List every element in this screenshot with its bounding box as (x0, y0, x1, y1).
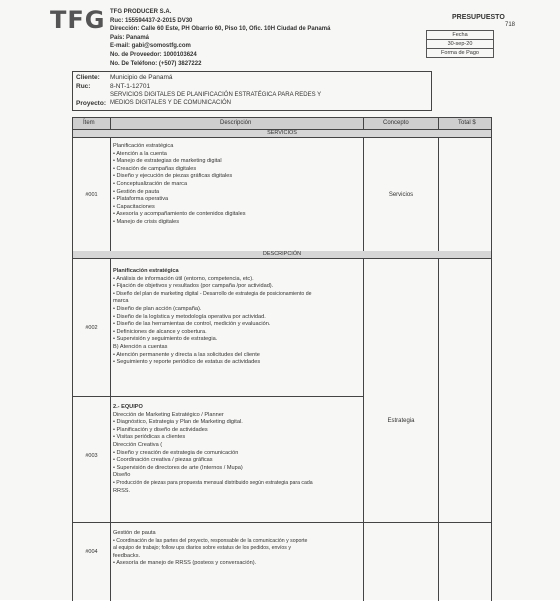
row2-item: #002 (85, 325, 98, 331)
ruc-label: Ruc: (76, 83, 91, 90)
company-logo: TFG (50, 6, 106, 34)
company-ruc: Ruc: 155594437-2-2015 DV30 (110, 17, 193, 24)
row4-description: Gestión de pauta • Coordinación de las partes del proyecto, responsable de la comunicación y soporte al equipo de trabajo; follow ups diarios sobre estatus de los pedidos, envíos y feedbacks. • Asesoría de manejo de RRSS (posteos y conversación). (113, 530, 308, 567)
company-phone: No. De Teléfono: (+507) 3827222 (110, 60, 202, 67)
row4-item: #004 (85, 549, 98, 555)
project-label: Proyecto: (76, 100, 106, 107)
col-total: Total $ (458, 120, 476, 126)
client-box (72, 71, 432, 111)
company-address: Dirección: Calle 60 Este, PH Obarrio 60, Piso 10, Ofic. 10H Ciudad de Panamá (110, 26, 331, 33)
table-header (73, 118, 491, 130)
company-provider-no: No. de Proveedor: 1000103624 (110, 51, 197, 58)
client-label: Cliente: (76, 74, 100, 81)
row3-concept: Estrategia (387, 418, 415, 424)
payment-label: Forma de Pago (441, 50, 479, 56)
section-servicios: SERVICIOS (73, 130, 491, 138)
date-box (426, 30, 494, 58)
date-value: 30-sep-20 (427, 40, 493, 49)
col-item: Ítem (83, 120, 95, 126)
company-email: E-mail: gabi@somostfg.com (110, 43, 191, 50)
ruc-value: 8-NT-1-12701 (110, 83, 151, 90)
row1-concept: Servicios (388, 192, 414, 198)
project-line-1: SERVICIOS DIGITALES DE PLANIFICACIÓN ESTRATÉGICA PARA REDES Y (110, 92, 322, 98)
row3-item: #003 (85, 453, 98, 459)
section-descripcion: DESCRIPCIÓN (73, 251, 491, 259)
company-info (110, 8, 330, 68)
items-table (72, 117, 492, 601)
row3-description: 2.- EQUIPO Dirección de Marketing Estratégico / Planner • Diagnóstico, Estrategia y Plan de Marketing digital. • Planificación y diseño de actividades • Visitas periódicas a clientes Dirección Creativa ( • Diseño y creación de estrategia de comunicación • Coordinación creativa / piezas gráficas • Supervisión de directores de arte (Internos / Mupa) Diseño • Producción de piezas para propuesta mensual distribuido según estrategia para cada RRSS. (113, 404, 313, 494)
company-country: País: Panamá (110, 34, 150, 41)
date-label: Fecha (427, 31, 493, 40)
col-concept: Concepto (383, 120, 409, 126)
client-value: Municipio de Panamá (110, 74, 173, 81)
doc-type: PRESUPUESTO (452, 14, 505, 21)
col-description: Descripción (220, 120, 252, 126)
row2-description: Planificación estratégica • Análisis de información útil (entorno, competencia, etc). • Fijación de objetivos y resultados (por campaña /por actividad). • Diseño del plan de marketing digital - Desarrollo de estrategia de posicionamiento de marca • Diseño de plan acción (campaña). • Diseño de la logística y metodología operativa por actividad. • Diseño de las herramientas de control, medición y evaluación. • Definiciones de alcance y cobertura. • Supervisión y seguimiento de estrategia. B) Atención a cuentas • Atención permanente y directa a las solicitudes del cliente • Seguimiento y reporte periódico de estatus de actividades (113, 268, 312, 366)
row1-item: #001 (85, 192, 98, 198)
project-line-2: MEDIOS DIGITALES Y DE COMUNICACIÓN (110, 100, 232, 106)
doc-number: 718 (505, 22, 516, 28)
company-name: TFG PRODUCER S.A. (110, 9, 172, 15)
row1-description: Planificación estratégica • Atención a la cuenta • Manejo de estrategias de marketing digital • Creación de campañas digitales • Diseño y ejecución de piezas gráficas digitales • Conceptualización de marca • Gestión de pauta • Plataforma operativa • Capacitaciones • Asesoría y acompañamiento de contenidos digitales • Manejo de crisis digitales (113, 143, 246, 225)
